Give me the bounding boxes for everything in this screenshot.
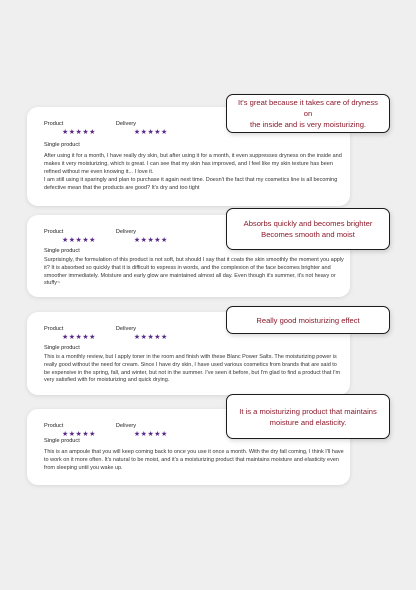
review-text [44,449,344,473]
ratings-row [44,121,168,136]
callout-line: the inside and is very moisturizing. [249,120,367,129]
review-paragraph: This is an ampoule that you will keep coming back to once you use it once a month. With the dry fall coming, I think I'll have to work on it more often. It's natural to be moist, and it's a moisturizing product that maintains moisture and elasticity even from sleeping until you wake up. [44,449,344,471]
delivery-label: Delivery [115,423,137,429]
delivery-stars-icon: ★★★★★ [133,431,168,438]
delivery-label: Delivery [115,326,137,332]
highlight-callout-3 [226,306,390,334]
highlight-callout-1 [226,94,390,133]
review-text [44,257,344,289]
delivery-rating [116,229,168,244]
ratings-row [44,326,168,341]
delivery-label: Delivery [115,229,137,235]
callout-line: It is a moisturizing product that maintains [239,406,377,416]
product-rating [44,121,96,136]
product-rating [44,229,96,244]
review-paragraph: I am still using it sparingly and plan to purchase it again next time. Doesn't the fact that my cosmetics line is all becoming defective mean that the products are good? It's dry and too tight [44,177,338,192]
highlight-callout-2 [226,208,390,250]
ratings-row [44,423,168,438]
callout-line: It's great because it takes care of dryness on [238,98,378,118]
callout-line: Really good moisturizing effect [256,315,360,325]
callout-line: Absorbs quickly and becomes brighter [243,219,373,228]
product-label: Product [44,229,64,235]
review-text [44,153,344,194]
highlight-callout-4 [226,394,390,439]
review-paragraph: This is a monthly review, but I apply toner in the room and finish with these Blanc Power Salts. The moisturizing power is really good without the need for cream. Since I have dry skin, I have used various cosmetics from brands that are said to be expensive in the spring, fall, and winter, but not in the summer. I've seen it before, but I'm glad to find a product that I'm very satisfied with for moisturizing and quick drying. [44,354,341,384]
product-stars-icon: ★★★★★ [62,237,96,244]
single-product-tag: Single product [44,438,80,444]
review-text [44,354,344,386]
callout-line: moisture and elasticity. [269,417,347,427]
single-product-tag: Single product [44,248,80,254]
callout-line: Becomes smooth and moist [261,230,355,239]
review-paragraph: After using it for a month, I have really dry skin, but after using it for a month, it even suppresses dryness on the inside and makes it very moisturizing, which is great. I can see that my skin has improved, and I feel like my skin texture has been refined without me even knowing it... I love it. [44,153,342,175]
product-stars-icon: ★★★★★ [62,334,96,341]
product-label: Product [44,326,64,332]
delivery-rating [116,326,168,341]
product-label: Product [44,423,64,429]
single-product-tag: Single product [44,345,80,351]
delivery-rating [116,121,168,136]
delivery-rating [116,423,168,438]
delivery-stars-icon: ★★★★★ [133,237,168,244]
delivery-stars-icon: ★★★★★ [133,334,168,341]
single-product-tag: Single product [44,142,80,148]
delivery-stars-icon: ★★★★★ [133,129,168,136]
ratings-row [44,229,168,244]
product-rating [44,326,96,341]
review-paragraph: Surprisingly, the formulation of this product is not soft, but should I say that it coats the skin smoothly the moment you apply it? It is absorbed so quickly that it is difficult to express in words, and the complexion of the face becomes brighter and smoother immediately. Moisture and early glow are maintained almost all day. Even though it's summer, it's not heavy or stuffy~ [44,257,344,287]
product-stars-icon: ★★★★★ [62,129,96,136]
product-label: Product [44,121,64,127]
delivery-label: Delivery [115,121,137,127]
product-stars-icon: ★★★★★ [62,431,96,438]
product-rating [44,423,96,438]
